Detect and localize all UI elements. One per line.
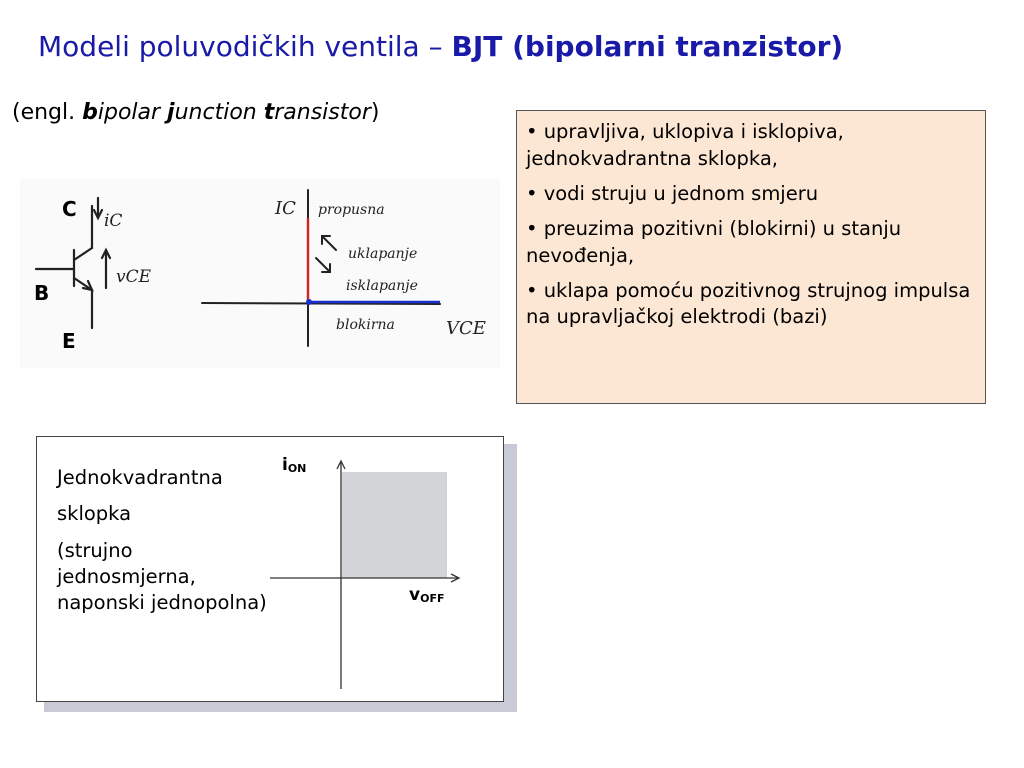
ion-label (282, 455, 306, 475)
quadrant-panel (36, 436, 504, 702)
vce-axis-label: VCE (446, 318, 486, 339)
subtitle (12, 100, 379, 125)
voff-label-sub: OFF (420, 592, 445, 605)
property-item: • preuzima pozitivni (blokirni) u stanju nevođenja, (526, 216, 902, 267)
turn-on-arrow-shaft (322, 236, 336, 250)
current-label: iC (104, 211, 123, 231)
property-item: • uklapa pomoću pozitivnog strujnog impulsa na upravljačkoj elektrodi (bazi) (526, 278, 971, 329)
subtitle-initial-b: b (82, 100, 98, 125)
turn-on-label: uklapanje (348, 246, 418, 262)
properties-box (516, 110, 986, 404)
subtitle-initial-j: j (167, 100, 175, 125)
base-label: B (34, 281, 50, 305)
bjt-sketch-svg (20, 178, 500, 368)
subtitle-open: (engl. (12, 100, 83, 125)
quadrant-diagram (37, 437, 505, 703)
description-line: sklopka (57, 502, 132, 526)
collector-diag (74, 248, 92, 260)
ion-label-sub: ON (287, 462, 307, 475)
ic-axis-label: IC (275, 198, 296, 219)
subtitle-close: ) (370, 100, 380, 125)
subtitle-word-junction: unction (174, 100, 264, 125)
turn-off-label: isklapanje (346, 278, 418, 294)
description-line: (strujno jednosmjerna, naponski jednopolna) (57, 538, 267, 615)
subtitle-initial-t: t (263, 100, 275, 125)
page-title (38, 30, 843, 63)
title-bold-text: BJT (bipolarni tranzistor) (451, 30, 844, 63)
voff-label (409, 585, 444, 605)
emitter-label: E (62, 329, 76, 353)
property-item: • upravljiva, uklopiva i isklopiva, jednokvadrantna sklopka, (526, 120, 844, 170)
voltage-label: vCE (116, 267, 152, 287)
property-item: • vodi struju u jednom smjeru (526, 181, 819, 205)
blocking-label: blokirna (336, 317, 395, 333)
subtitle-word-transistor: ransistor (274, 100, 371, 125)
voff-label-main: v (409, 585, 421, 605)
collector-label: C (62, 197, 77, 221)
subtitle-word-bipolar: ipolar (97, 100, 168, 125)
conducting-label: propusna (318, 202, 385, 218)
bjt-sketch (20, 178, 500, 368)
title-text: Modeli poluvodičkih ventila – (38, 30, 452, 63)
description-line: Jednokvadrantna (57, 466, 223, 489)
turn-off-arrow-shaft (316, 258, 330, 272)
operating-point (306, 299, 312, 305)
operating-quadrant (342, 472, 447, 578)
ion-label-main: i (282, 455, 288, 475)
